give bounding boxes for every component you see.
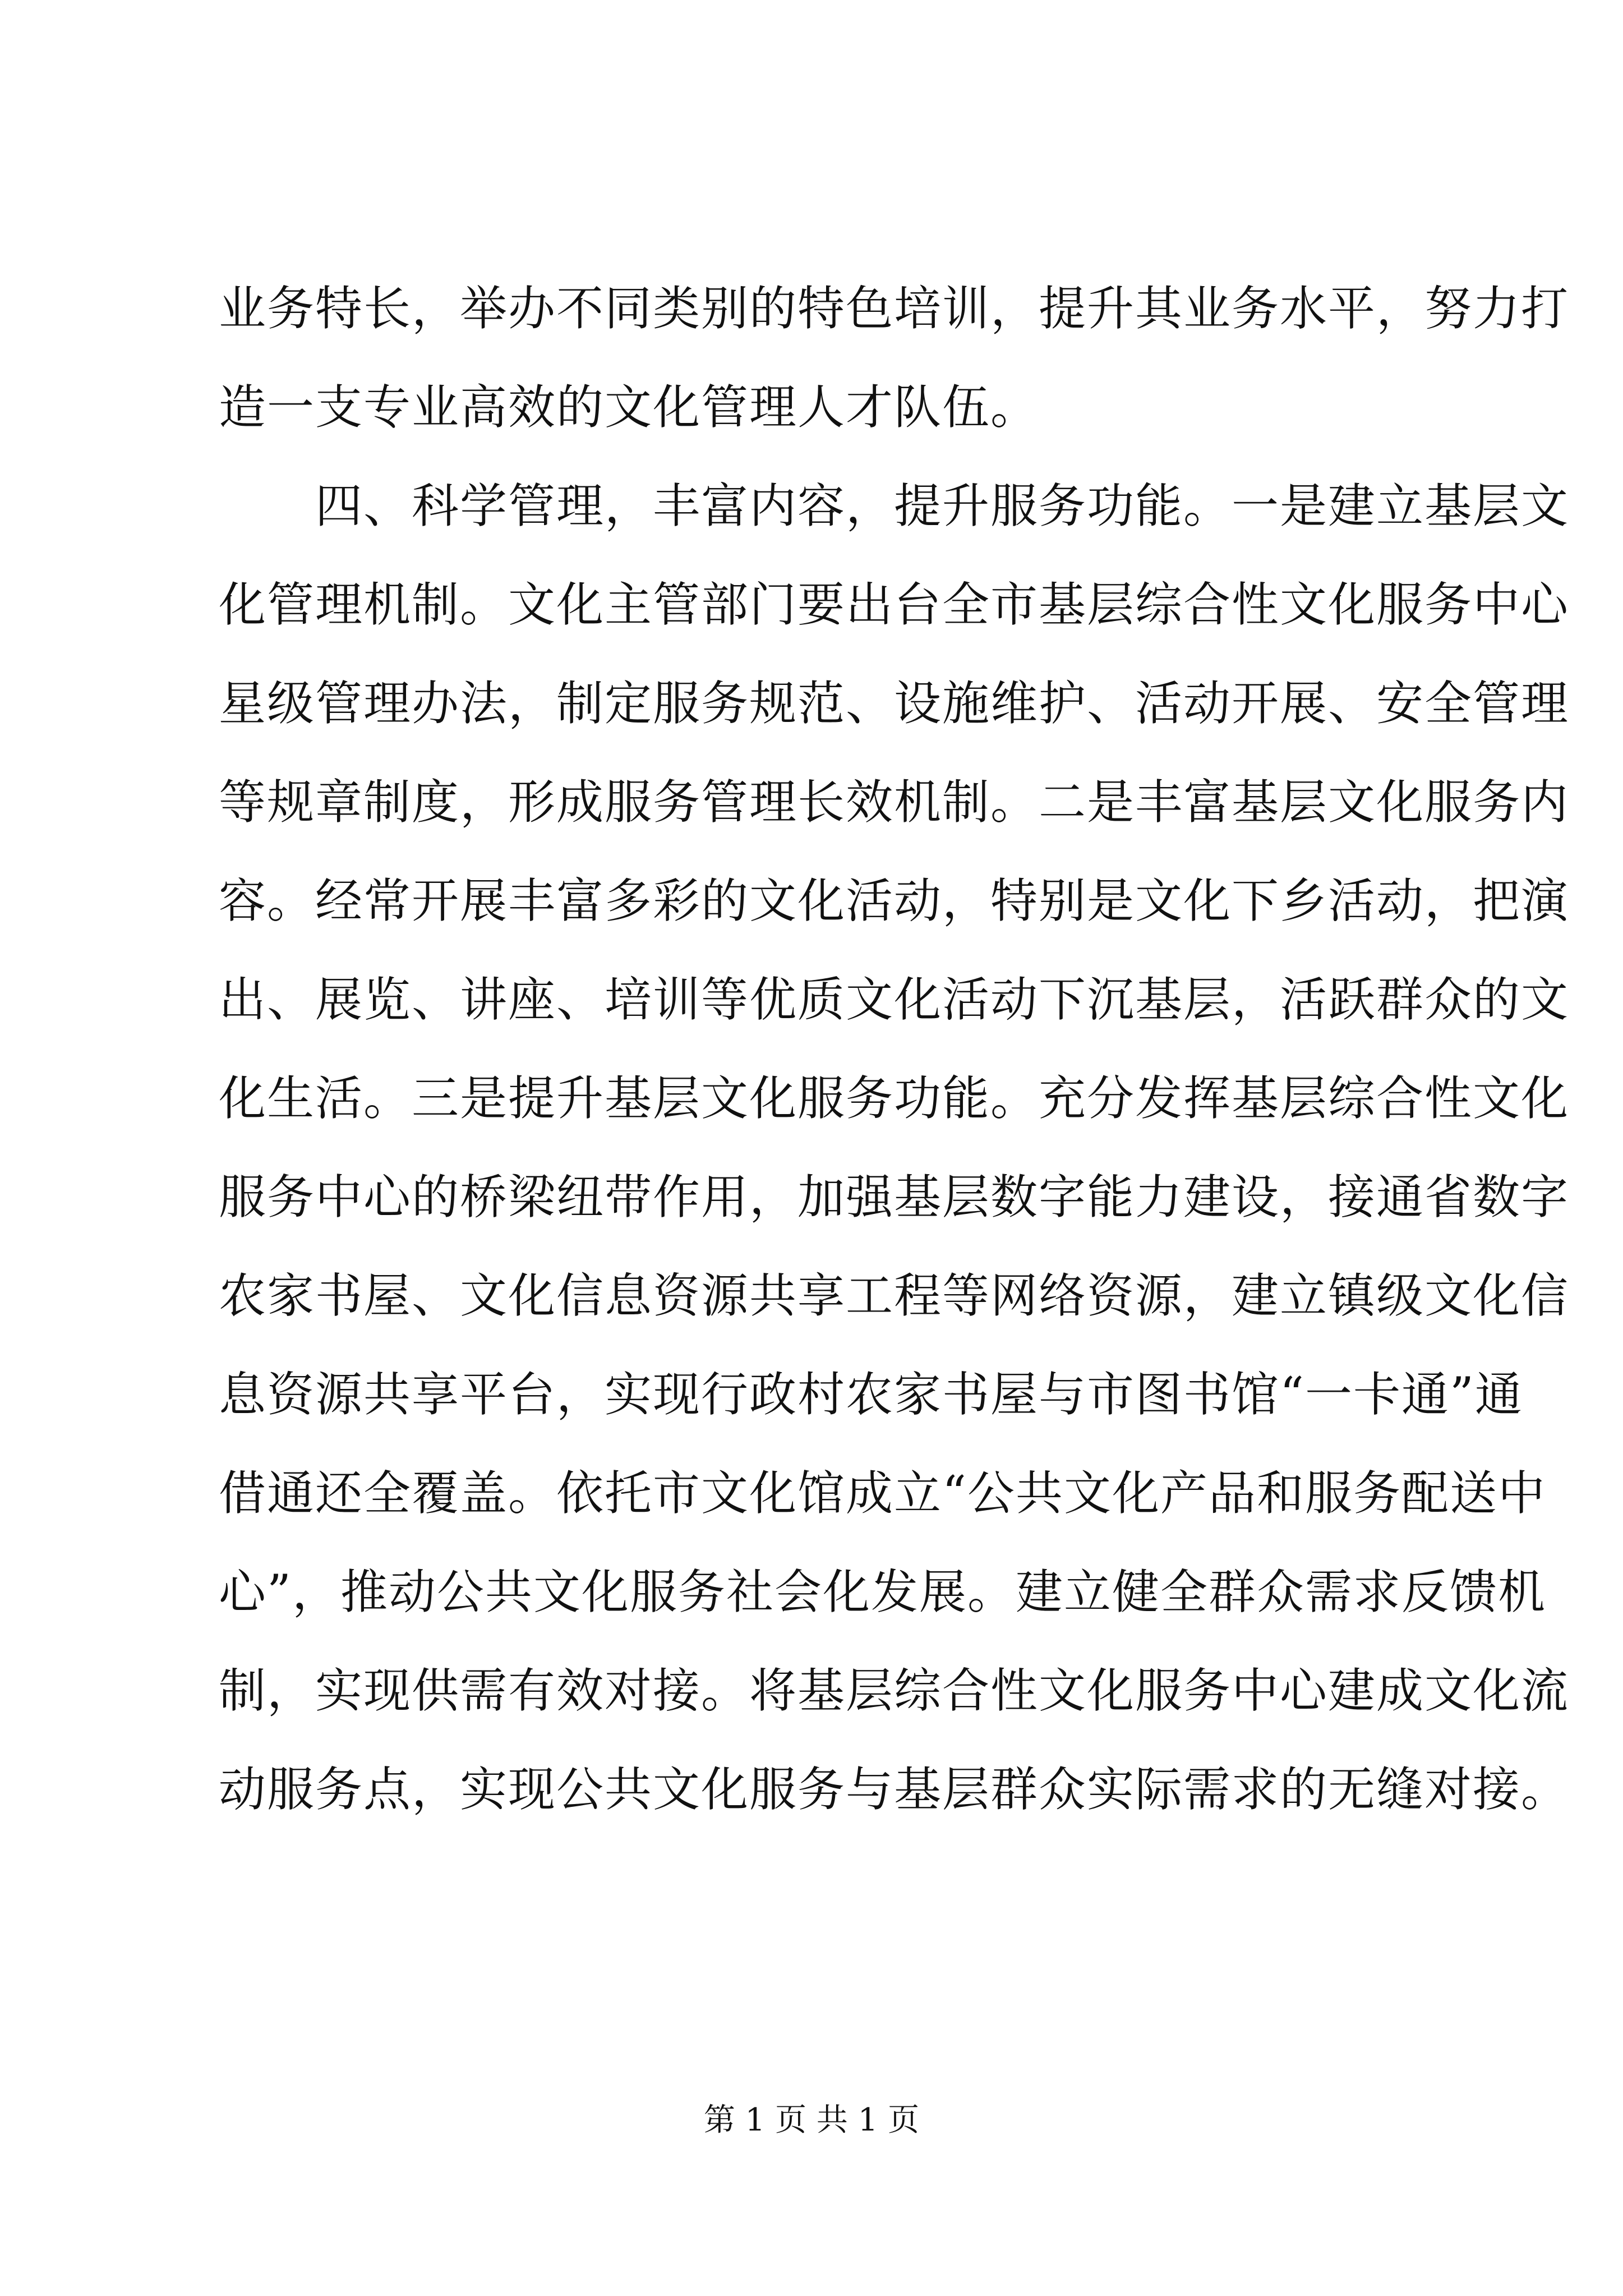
text-line: 容。经常开展丰富多彩的文化活动，特别是文化下乡活动，把演 (219, 873, 1570, 928)
text-line: 心”，推动公共文化服务社会化发展。建立健全群众需求反馈机 (219, 1565, 1546, 1619)
text-line: 制，实现供需有效对接。将基层综合性文化服务中心建成文化流 (219, 1663, 1570, 1718)
text-line: 服务中心的桥梁纽带作用，加强基层数字能力建设，接通省数字 (219, 1170, 1570, 1225)
text-line: 出、展览、讲座、培训等优质文化活动下沉基层，活跃群众的文 (219, 972, 1570, 1027)
text-line: 业务特长，举办不同类别的特色培训，提升其业务水平，努力打 (219, 281, 1570, 336)
text-line: 息资源共享平台，实现行政村农家书屋与市图书馆“一卡通”通 (219, 1367, 1523, 1422)
text-line: 造一支专业高效的文化管理人才队伍。 (219, 380, 1039, 435)
text-line: 借通还全覆盖。依托市文化馆成立“公共文化产品和服务配送中 (219, 1466, 1546, 1521)
document-body (219, 259, 1570, 1839)
text-line: 化管理机制。文化主管部门要出台全市基层综合性文化服务中心 (219, 577, 1570, 632)
text-line: 农家书屋、文化信息资源共享工程等网络资源，建立镇级文化信 (219, 1268, 1570, 1323)
page-footer: 第 1 页 共 1 页 (703, 2102, 920, 2138)
text-line: 四、科学管理，丰富内容，提升服务功能。一是建立基层文 (219, 478, 1570, 533)
text-line: 星级管理办法，制定服务规范、设施维护、活动开展、安全管理 (219, 676, 1570, 731)
text-line: 化生活。三是提升基层文化服务功能。充分发挥基层综合性文化 (219, 1071, 1570, 1126)
text-line: 动服务点，实现公共文化服务与基层群众实际需求的无缝对接。 (219, 1762, 1570, 1817)
text-line: 等规章制度，形成服务管理长效机制。二是丰富基层文化服务内 (219, 775, 1570, 830)
